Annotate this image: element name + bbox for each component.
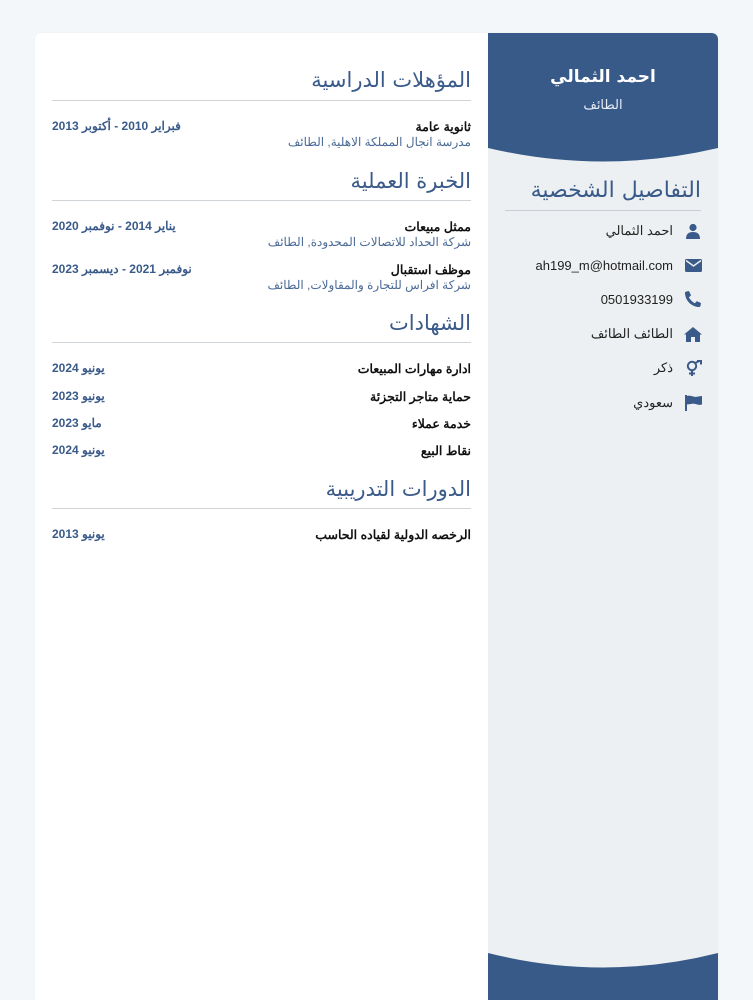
section-divider (52, 200, 471, 201)
user-icon (683, 221, 703, 241)
profile-name: احمد الثمالي (550, 67, 656, 87)
detail-email-text: ah199_m@hotmail.com (535, 257, 673, 273)
experience-entry-title: موظف استقبال (390, 263, 471, 277)
education-entry-title: ثانوية عامة (415, 120, 471, 134)
section-divider (52, 508, 471, 509)
certificate-title: خدمة عملاء (411, 417, 471, 431)
profile-city: الطائف (583, 98, 623, 113)
sidebar (488, 33, 718, 1000)
detail-gender-text: ذكر (653, 360, 673, 375)
resume-page (35, 33, 718, 1000)
detail-nationality (503, 393, 703, 413)
detail-email (503, 255, 703, 275)
certificate-title: نقاط البيع (420, 444, 471, 458)
home-icon (683, 324, 703, 344)
detail-address (503, 324, 703, 344)
education-title: المؤهلات الدراسية (311, 68, 471, 92)
envelope-icon (683, 255, 703, 275)
detail-name (503, 221, 703, 241)
detail-nationality-text: سعودي (633, 395, 673, 410)
experience-title: الخبرة العملية (350, 169, 471, 193)
course-date: يونيو 2013 (52, 527, 105, 541)
phone-icon (683, 289, 703, 309)
experience-entry-date: يناير 2014 - نوفمبر 2020 (52, 219, 176, 233)
footer-shape (488, 950, 718, 1000)
education-entry-subtitle: مدرسة انجال المملكة الاهلية, الطائف (287, 135, 471, 149)
section-divider (505, 210, 701, 211)
courses-title: الدورات التدريبية (325, 477, 471, 501)
experience-entry-date: نوفمبر 2021 - ديسمبر 2023 (52, 262, 192, 276)
certificates-title: الشهادات (388, 311, 471, 335)
certificate-date: يونيو 2024 (52, 443, 105, 457)
main-content (52, 33, 471, 1000)
certificate-date: مايو 2023 (52, 416, 102, 430)
experience-entry-subtitle: شركة افراس للتجارة والمقاولات, الطائف (267, 278, 471, 292)
experience-entry-title: ممثل مبيعات (404, 220, 471, 234)
certificate-date: يونيو 2023 (52, 389, 105, 403)
education-entry-date: فبراير 2010 - أكتوبر 2013 (52, 119, 181, 133)
flag-icon (683, 393, 703, 413)
personal-details-title: التفاصيل الشخصية (530, 178, 701, 203)
certificate-date: يونيو 2024 (52, 361, 105, 375)
section-divider (52, 100, 471, 101)
detail-name-text: احمد الثمالي (605, 223, 673, 238)
experience-entry-subtitle: شركة الحداد للاتصالات المحدودة, الطائف (267, 235, 471, 249)
certificate-title: ادارة مهارات المبيعات (357, 362, 471, 376)
section-divider (52, 342, 471, 343)
detail-phone (503, 289, 703, 309)
detail-address-text: الطائف الطائف (590, 326, 673, 341)
course-title: الرخصه الدولية لقياده الحاسب (315, 528, 471, 542)
gender-icon (683, 358, 703, 378)
detail-phone-text: 0501933199 (600, 291, 673, 307)
certificate-title: حماية متاجر التجزئة (370, 390, 471, 404)
detail-gender (503, 358, 703, 378)
